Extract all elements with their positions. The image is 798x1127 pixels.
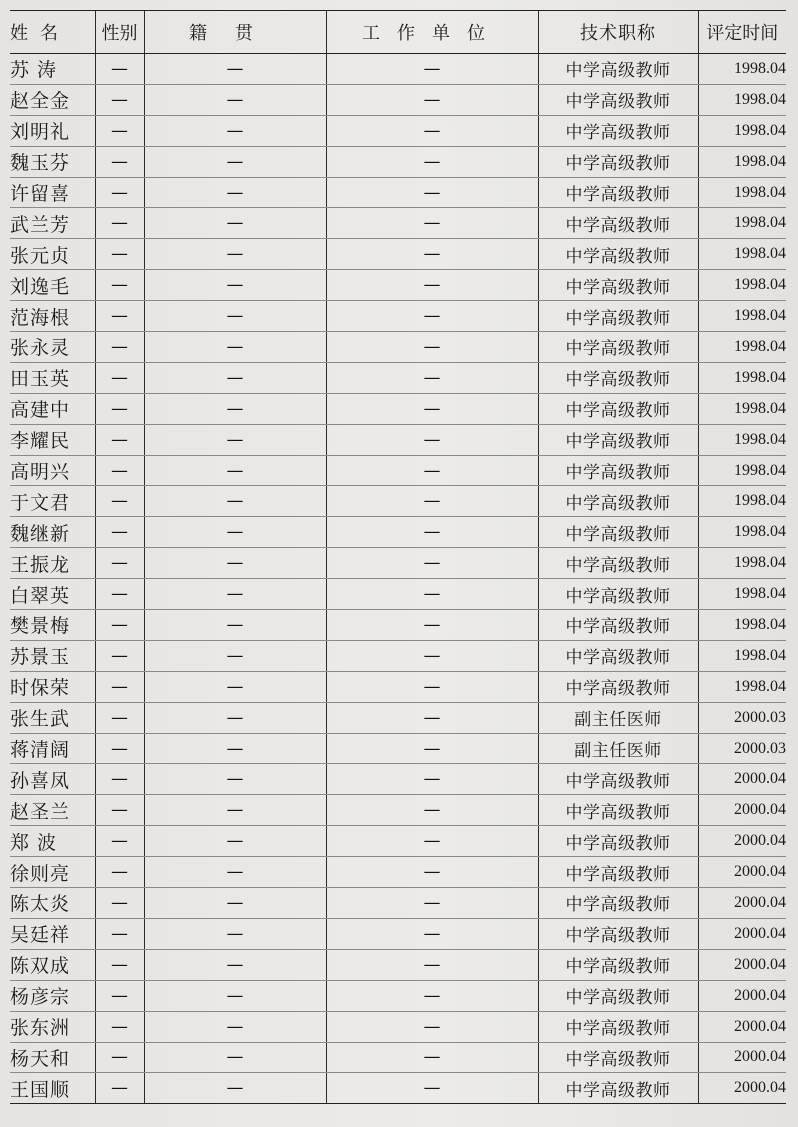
cell-unit: — bbox=[326, 949, 538, 980]
cell-name: 许留喜 bbox=[10, 177, 95, 208]
cell-origin: — bbox=[144, 733, 326, 764]
cell-unit: — bbox=[326, 84, 538, 115]
cell-sex: — bbox=[95, 270, 144, 301]
cell-sex: — bbox=[95, 393, 144, 424]
cell-name: 范海根 bbox=[10, 301, 95, 332]
table-row bbox=[10, 671, 786, 702]
cell-unit: — bbox=[326, 424, 538, 455]
table-row bbox=[10, 857, 786, 888]
cell-date: 2000.03 bbox=[698, 702, 786, 733]
cell-sex: — bbox=[95, 1042, 144, 1073]
cell-unit: — bbox=[326, 54, 538, 85]
cell-sex: — bbox=[95, 579, 144, 610]
cell-name: 杨彦宗 bbox=[10, 980, 95, 1011]
header-sex: 性别 bbox=[95, 11, 144, 54]
cell-origin: — bbox=[144, 671, 326, 702]
cell-sex: — bbox=[95, 1011, 144, 1042]
cell-date: 2000.04 bbox=[698, 1011, 786, 1042]
cell-origin: — bbox=[144, 84, 326, 115]
cell-sex: — bbox=[95, 208, 144, 239]
table-row bbox=[10, 424, 786, 455]
cell-unit: — bbox=[326, 332, 538, 363]
cell-date: 1998.04 bbox=[698, 332, 786, 363]
cell-origin: — bbox=[144, 949, 326, 980]
cell-unit: — bbox=[326, 239, 538, 270]
table-row bbox=[10, 486, 786, 517]
cell-sex: — bbox=[95, 918, 144, 949]
cell-date: 1998.04 bbox=[698, 424, 786, 455]
cell-title: 中学高级教师 bbox=[538, 888, 698, 919]
cell-title: 中学高级教师 bbox=[538, 177, 698, 208]
table-body bbox=[10, 54, 786, 1104]
cell-sex: — bbox=[95, 640, 144, 671]
cell-origin: — bbox=[144, 702, 326, 733]
cell-sex: — bbox=[95, 115, 144, 146]
cell-name: 吴廷祥 bbox=[10, 918, 95, 949]
cell-name: 苏 涛 bbox=[10, 54, 95, 85]
cell-unit: — bbox=[326, 208, 538, 239]
cell-title: 中学高级教师 bbox=[538, 239, 698, 270]
cell-title: 中学高级教师 bbox=[538, 610, 698, 641]
table-row bbox=[10, 332, 786, 363]
cell-origin: — bbox=[144, 826, 326, 857]
cell-title: 中学高级教师 bbox=[538, 826, 698, 857]
cell-name: 杨天和 bbox=[10, 1042, 95, 1073]
cell-unit: — bbox=[326, 517, 538, 548]
cell-title: 中学高级教师 bbox=[538, 640, 698, 671]
cell-name: 刘逸毛 bbox=[10, 270, 95, 301]
cell-sex: — bbox=[95, 949, 144, 980]
header-title: 技术职称 bbox=[538, 11, 698, 54]
cell-origin: — bbox=[144, 424, 326, 455]
cell-title: 中学高级教师 bbox=[538, 517, 698, 548]
cell-name: 刘明礼 bbox=[10, 115, 95, 146]
cell-name: 徐则亮 bbox=[10, 857, 95, 888]
cell-sex: — bbox=[95, 177, 144, 208]
cell-date: 1998.04 bbox=[698, 671, 786, 702]
cell-title: 中学高级教师 bbox=[538, 362, 698, 393]
table-row bbox=[10, 393, 786, 424]
cell-unit: — bbox=[326, 301, 538, 332]
cell-name: 王振龙 bbox=[10, 548, 95, 579]
cell-sex: — bbox=[95, 517, 144, 548]
header-date: 评定时间 bbox=[698, 11, 786, 54]
cell-unit: — bbox=[326, 177, 538, 208]
cell-sex: — bbox=[95, 857, 144, 888]
header-row bbox=[10, 11, 786, 54]
table-row bbox=[10, 888, 786, 919]
header-unit: 工作单位 bbox=[326, 11, 538, 54]
table-row bbox=[10, 517, 786, 548]
cell-title: 中学高级教师 bbox=[538, 857, 698, 888]
table-row bbox=[10, 640, 786, 671]
cell-date: 1998.04 bbox=[698, 84, 786, 115]
cell-name: 蒋清阔 bbox=[10, 733, 95, 764]
table-row bbox=[10, 1042, 786, 1073]
cell-unit: — bbox=[326, 764, 538, 795]
cell-date: 1998.04 bbox=[698, 301, 786, 332]
cell-origin: — bbox=[144, 455, 326, 486]
cell-name: 张永灵 bbox=[10, 332, 95, 363]
cell-origin: — bbox=[144, 610, 326, 641]
table-row bbox=[10, 579, 786, 610]
cell-name: 魏玉芬 bbox=[10, 146, 95, 177]
cell-unit: — bbox=[326, 795, 538, 826]
cell-title: 中学高级教师 bbox=[538, 795, 698, 826]
table-row bbox=[10, 918, 786, 949]
cell-sex: — bbox=[95, 455, 144, 486]
cell-date: 2000.04 bbox=[698, 826, 786, 857]
cell-date: 2000.04 bbox=[698, 980, 786, 1011]
cell-title: 中学高级教师 bbox=[538, 1042, 698, 1073]
cell-title: 中学高级教师 bbox=[538, 1073, 698, 1104]
cell-name: 张生武 bbox=[10, 702, 95, 733]
cell-sex: — bbox=[95, 424, 144, 455]
cell-date: 2000.04 bbox=[698, 857, 786, 888]
table-row bbox=[10, 702, 786, 733]
cell-title: 中学高级教师 bbox=[538, 84, 698, 115]
table-header bbox=[10, 11, 786, 54]
cell-origin: — bbox=[144, 146, 326, 177]
cell-sex: — bbox=[95, 764, 144, 795]
cell-origin: — bbox=[144, 115, 326, 146]
cell-name: 张元贞 bbox=[10, 239, 95, 270]
table-row bbox=[10, 764, 786, 795]
cell-sex: — bbox=[95, 795, 144, 826]
cell-title: 中学高级教师 bbox=[538, 980, 698, 1011]
cell-origin: — bbox=[144, 177, 326, 208]
table-row bbox=[10, 270, 786, 301]
table-row bbox=[10, 301, 786, 332]
cell-name: 王国顺 bbox=[10, 1073, 95, 1104]
table-row bbox=[10, 733, 786, 764]
cell-origin: — bbox=[144, 54, 326, 85]
cell-unit: — bbox=[326, 362, 538, 393]
cell-origin: — bbox=[144, 362, 326, 393]
cell-name: 高明兴 bbox=[10, 455, 95, 486]
table-row bbox=[10, 177, 786, 208]
cell-title: 中学高级教师 bbox=[538, 579, 698, 610]
cell-origin: — bbox=[144, 332, 326, 363]
cell-title: 中学高级教师 bbox=[538, 301, 698, 332]
table-row bbox=[10, 208, 786, 239]
cell-sex: — bbox=[95, 702, 144, 733]
cell-date: 2000.03 bbox=[698, 733, 786, 764]
cell-name: 孙喜凤 bbox=[10, 764, 95, 795]
cell-unit: — bbox=[326, 888, 538, 919]
cell-date: 2000.04 bbox=[698, 1073, 786, 1104]
cell-name: 张东洲 bbox=[10, 1011, 95, 1042]
cell-date: 2000.04 bbox=[698, 764, 786, 795]
cell-unit: — bbox=[326, 146, 538, 177]
cell-date: 1998.04 bbox=[698, 455, 786, 486]
cell-origin: — bbox=[144, 795, 326, 826]
cell-sex: — bbox=[95, 826, 144, 857]
cell-sex: — bbox=[95, 980, 144, 1011]
cell-sex: — bbox=[95, 362, 144, 393]
cell-title: 中学高级教师 bbox=[538, 393, 698, 424]
cell-date: 1998.04 bbox=[698, 54, 786, 85]
cell-unit: — bbox=[326, 115, 538, 146]
cell-title: 中学高级教师 bbox=[538, 949, 698, 980]
cell-origin: — bbox=[144, 239, 326, 270]
cell-sex: — bbox=[95, 671, 144, 702]
table-row bbox=[10, 455, 786, 486]
cell-origin: — bbox=[144, 517, 326, 548]
cell-sex: — bbox=[95, 239, 144, 270]
table-row bbox=[10, 949, 786, 980]
cell-title: 中学高级教师 bbox=[538, 486, 698, 517]
cell-origin: — bbox=[144, 486, 326, 517]
cell-date: 1998.04 bbox=[698, 486, 786, 517]
cell-title: 中学高级教师 bbox=[538, 146, 698, 177]
cell-unit: — bbox=[326, 640, 538, 671]
cell-origin: — bbox=[144, 208, 326, 239]
cell-sex: — bbox=[95, 610, 144, 641]
cell-origin: — bbox=[144, 270, 326, 301]
table-row bbox=[10, 54, 786, 85]
cell-origin: — bbox=[144, 1073, 326, 1104]
cell-title: 中学高级教师 bbox=[538, 671, 698, 702]
cell-sex: — bbox=[95, 146, 144, 177]
cell-origin: — bbox=[144, 857, 326, 888]
cell-origin: — bbox=[144, 640, 326, 671]
cell-title: 中学高级教师 bbox=[538, 918, 698, 949]
cell-date: 1998.04 bbox=[698, 362, 786, 393]
cell-unit: — bbox=[326, 857, 538, 888]
table-row bbox=[10, 239, 786, 270]
cell-date: 1998.04 bbox=[698, 640, 786, 671]
cell-name: 于文君 bbox=[10, 486, 95, 517]
cell-name: 陈双成 bbox=[10, 949, 95, 980]
cell-title: 中学高级教师 bbox=[538, 270, 698, 301]
table-row bbox=[10, 795, 786, 826]
cell-sex: — bbox=[95, 486, 144, 517]
cell-sex: — bbox=[95, 332, 144, 363]
cell-date: 1998.04 bbox=[698, 115, 786, 146]
cell-origin: — bbox=[144, 548, 326, 579]
cell-title: 中学高级教师 bbox=[538, 548, 698, 579]
header-name: 姓名 bbox=[10, 11, 95, 54]
cell-sex: — bbox=[95, 733, 144, 764]
cell-name: 魏继新 bbox=[10, 517, 95, 548]
cell-sex: — bbox=[95, 888, 144, 919]
cell-name: 高建中 bbox=[10, 393, 95, 424]
cell-origin: — bbox=[144, 301, 326, 332]
cell-unit: — bbox=[326, 579, 538, 610]
table-row bbox=[10, 980, 786, 1011]
table-row bbox=[10, 826, 786, 857]
cell-sex: — bbox=[95, 301, 144, 332]
table-row bbox=[10, 1011, 786, 1042]
cell-name: 郑 波 bbox=[10, 826, 95, 857]
cell-unit: — bbox=[326, 733, 538, 764]
cell-name: 武兰芳 bbox=[10, 208, 95, 239]
cell-date: 2000.04 bbox=[698, 795, 786, 826]
cell-title: 中学高级教师 bbox=[538, 54, 698, 85]
cell-title: 中学高级教师 bbox=[538, 455, 698, 486]
cell-name: 李耀民 bbox=[10, 424, 95, 455]
cell-date: 1998.04 bbox=[698, 146, 786, 177]
header-origin: 籍贯 bbox=[144, 11, 326, 54]
personnel-table bbox=[10, 10, 786, 1104]
cell-unit: — bbox=[326, 918, 538, 949]
cell-unit: — bbox=[326, 671, 538, 702]
cell-origin: — bbox=[144, 1011, 326, 1042]
cell-date: 2000.04 bbox=[698, 949, 786, 980]
table-row bbox=[10, 1073, 786, 1104]
cell-name: 陈太炎 bbox=[10, 888, 95, 919]
table-row bbox=[10, 362, 786, 393]
cell-unit: — bbox=[326, 826, 538, 857]
cell-unit: — bbox=[326, 610, 538, 641]
cell-origin: — bbox=[144, 579, 326, 610]
cell-date: 2000.04 bbox=[698, 1042, 786, 1073]
cell-date: 1998.04 bbox=[698, 548, 786, 579]
table-row bbox=[10, 84, 786, 115]
cell-origin: — bbox=[144, 888, 326, 919]
cell-origin: — bbox=[144, 393, 326, 424]
cell-title: 中学高级教师 bbox=[538, 115, 698, 146]
cell-date: 1998.04 bbox=[698, 610, 786, 641]
cell-unit: — bbox=[326, 1073, 538, 1104]
cell-sex: — bbox=[95, 54, 144, 85]
cell-name: 赵全金 bbox=[10, 84, 95, 115]
cell-unit: — bbox=[326, 486, 538, 517]
cell-origin: — bbox=[144, 1042, 326, 1073]
table-row bbox=[10, 548, 786, 579]
cell-date: 2000.04 bbox=[698, 918, 786, 949]
cell-unit: — bbox=[326, 548, 538, 579]
cell-name: 樊景梅 bbox=[10, 610, 95, 641]
cell-sex: — bbox=[95, 1073, 144, 1104]
cell-date: 1998.04 bbox=[698, 239, 786, 270]
cell-name: 时保荣 bbox=[10, 671, 95, 702]
cell-sex: — bbox=[95, 548, 144, 579]
table-row bbox=[10, 610, 786, 641]
cell-unit: — bbox=[326, 455, 538, 486]
table-row bbox=[10, 115, 786, 146]
cell-title: 中学高级教师 bbox=[538, 764, 698, 795]
cell-sex: — bbox=[95, 84, 144, 115]
table-row bbox=[10, 146, 786, 177]
cell-unit: — bbox=[326, 270, 538, 301]
cell-name: 白翠英 bbox=[10, 579, 95, 610]
cell-name: 赵圣兰 bbox=[10, 795, 95, 826]
cell-date: 1998.04 bbox=[698, 579, 786, 610]
cell-unit: — bbox=[326, 1042, 538, 1073]
cell-title: 中学高级教师 bbox=[538, 424, 698, 455]
cell-unit: — bbox=[326, 393, 538, 424]
cell-unit: — bbox=[326, 1011, 538, 1042]
cell-origin: — bbox=[144, 918, 326, 949]
cell-title: 中学高级教师 bbox=[538, 1011, 698, 1042]
cell-date: 1998.04 bbox=[698, 208, 786, 239]
cell-title: 副主任医师 bbox=[538, 702, 698, 733]
cell-title: 中学高级教师 bbox=[538, 208, 698, 239]
cell-date: 1998.04 bbox=[698, 517, 786, 548]
cell-date: 1998.04 bbox=[698, 270, 786, 301]
cell-title: 副主任医师 bbox=[538, 733, 698, 764]
cell-date: 2000.04 bbox=[698, 888, 786, 919]
cell-date: 1998.04 bbox=[698, 393, 786, 424]
cell-date: 1998.04 bbox=[698, 177, 786, 208]
cell-unit: — bbox=[326, 980, 538, 1011]
cell-name: 苏景玉 bbox=[10, 640, 95, 671]
cell-origin: — bbox=[144, 764, 326, 795]
cell-origin: — bbox=[144, 980, 326, 1011]
cell-title: 中学高级教师 bbox=[538, 332, 698, 363]
cell-unit: — bbox=[326, 702, 538, 733]
cell-name: 田玉英 bbox=[10, 362, 95, 393]
